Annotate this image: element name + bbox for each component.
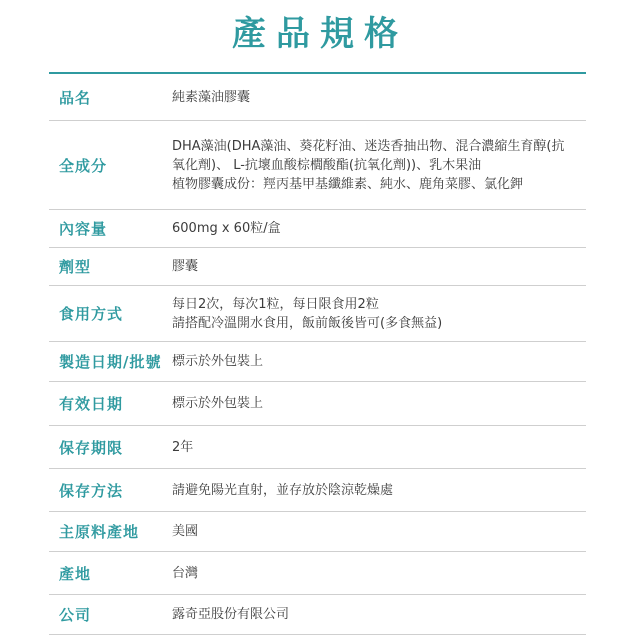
spec-row-company (49, 595, 586, 635)
spec-value-line: 純素藻油膠囊 (172, 89, 251, 105)
spec-row-dosage-form (49, 248, 586, 286)
spec-label: 製造日期/批號 (59, 353, 162, 371)
spec-value (172, 88, 586, 107)
spec-value (172, 219, 586, 238)
page-title: 產品規格 (232, 14, 408, 54)
spec-value-line: 美國 (172, 524, 199, 539)
spec-value (172, 564, 586, 583)
spec-label: 產地 (59, 564, 92, 583)
spec-value (172, 481, 586, 500)
spec-value-line: 植物膠囊成份：羥丙基甲基纖維素、純水、鹿角菜膠、氯化鉀 (172, 176, 524, 192)
spec-value (172, 522, 586, 541)
spec-label: 劑型 (59, 258, 92, 276)
spec-value-line: 台灣 (172, 565, 199, 581)
spec-label: 公司 (59, 606, 92, 624)
spec-row-product-name (49, 74, 586, 121)
spec-row-raw-material-origin (49, 512, 586, 552)
spec-row-expiry-date (49, 382, 586, 426)
spec-label: 內容量 (59, 220, 108, 238)
spec-label: 品名 (59, 88, 92, 107)
spec-row-usage (49, 286, 586, 342)
spec-label: 食用方式 (59, 305, 124, 323)
spec-row-storage (49, 469, 586, 512)
spec-label: 主原料產地 (59, 523, 140, 541)
spec-value-line: 氧化劑)、 L-抗壞血酸棕櫚酸酯(抗氧化劑))、乳木果油 (172, 157, 482, 173)
spec-value (172, 605, 586, 624)
spec-value-line: 膠囊 (172, 259, 199, 274)
spec-value-line: 標示於外包裝上 (172, 396, 264, 411)
spec-value-line: 每日2次，每次1粒，每日限食用2粒 (172, 296, 379, 312)
spec-label: 保存期限 (59, 438, 124, 457)
spec-label: 全成分 (59, 156, 108, 175)
spec-value (172, 295, 586, 333)
spec-value-line: 2年 (172, 439, 194, 455)
spec-value-line: 標示於外包裝上 (172, 354, 264, 369)
spec-table (49, 74, 586, 635)
spec-value (172, 438, 586, 457)
spec-value (172, 352, 586, 371)
spec-value-line: 請搭配冷溫開水食用，飯前飯後皆可(多食無益) (172, 315, 443, 331)
spec-row-ingredients (49, 121, 586, 210)
spec-label: 保存方法 (59, 481, 124, 500)
spec-row-origin (49, 552, 586, 595)
spec-value (172, 137, 586, 194)
spec-value-line: 600mg x 60粒/盒 (172, 221, 281, 236)
spec-value-line: DHA藻油(DHA藻油、葵花籽油、迷迭香抽出物、混合濃縮生育醇(抗 (172, 138, 565, 154)
spec-value-line: 露奇亞股份有限公司 (172, 607, 290, 622)
spec-value (172, 257, 586, 276)
spec-row-net-content (49, 210, 586, 248)
spec-value-line: 請避免陽光直射，並存放於陰涼乾燥處 (172, 482, 394, 498)
spec-row-shelf-life (49, 426, 586, 469)
spec-label: 有效日期 (59, 395, 124, 413)
spec-value (172, 394, 586, 413)
spec-row-manufacture-date (49, 342, 586, 382)
